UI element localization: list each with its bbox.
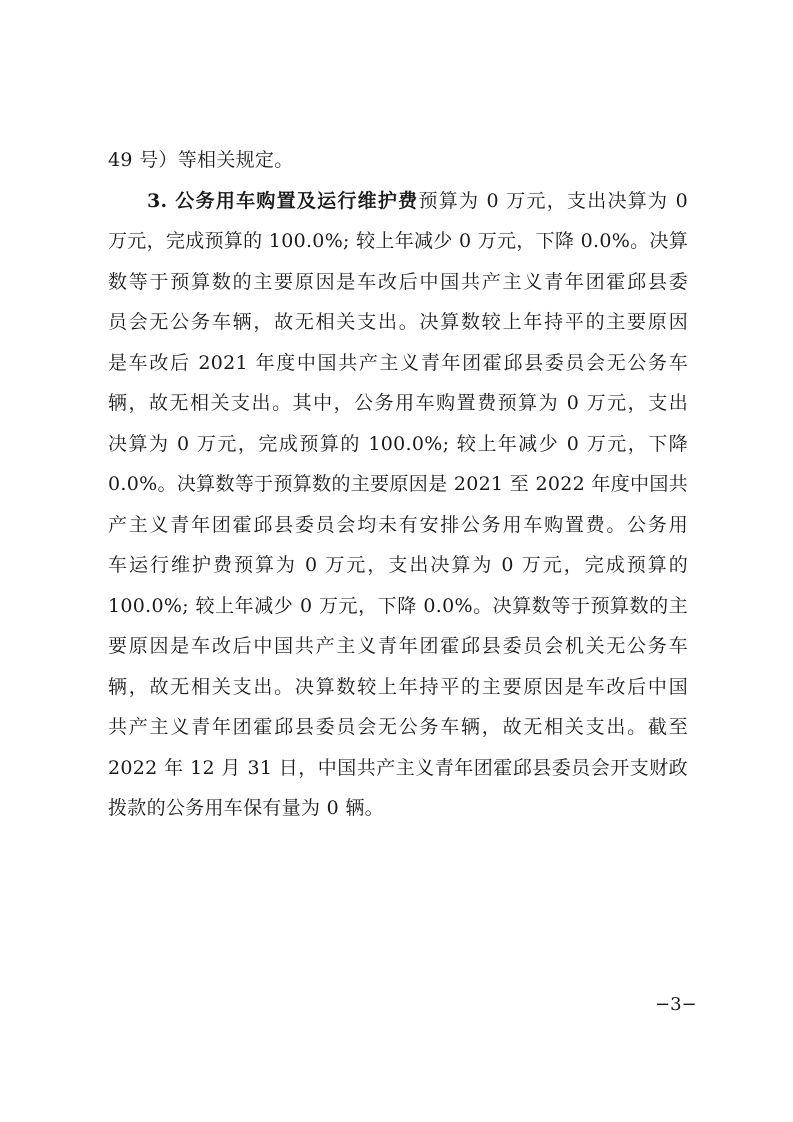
- page-number: −3−: [655, 994, 697, 1015]
- line-text: 2022 年 12 月 31 日，中国共产主义青年团霍邱县委员会开支财政: [108, 757, 688, 779]
- line-text: 100.0%; 较上年减少 0 万元，下降 0.0%。决算数等于预算数的主: [108, 595, 688, 617]
- text-line-3: [108, 229, 688, 253]
- line-text: 辆，故无相关支出。其中，公务用车购置费预算为 0 万元，支出: [108, 392, 688, 414]
- line-text: 拨款的公务用车保有量为 0 辆。: [108, 797, 384, 819]
- text-line-8: [108, 432, 688, 456]
- text-line-4: [108, 270, 688, 294]
- text-line-17: [108, 796, 688, 820]
- text-line-14: [108, 675, 688, 699]
- line-text: 0.0%。决算数等于预算数的主要原因是 2021 至 2022 年度中国共: [108, 473, 688, 495]
- text-line-13: [108, 634, 688, 658]
- text-line-10: [108, 513, 688, 537]
- text-line-5: [108, 310, 688, 334]
- line-text: 是车改后 2021 年度中国共产主义青年团霍邱县委员会无公务车: [108, 352, 688, 374]
- line-text: 数等于预算数的主要原因是车改后中国共产主义青年团霍邱县委: [108, 271, 688, 293]
- text-line-2: [147, 189, 688, 213]
- line-text: 预算为 0 万元，支出决算为 0: [418, 190, 688, 212]
- text-line-1: [108, 148, 688, 172]
- line-text: 共产主义青年团霍邱县委员会无公务车辆，故无相关支出。截至: [108, 716, 688, 738]
- section-heading: 3. 公务用车购置及运行维护费: [147, 190, 419, 212]
- line-text: 辆，故无相关支出。决算数较上年持平的主要原因是车改后中国: [108, 676, 688, 698]
- text-line-16: [108, 756, 688, 780]
- text-line-6: [108, 351, 688, 375]
- text-line-15: [108, 715, 688, 739]
- line-text: 49 号）等相关规定。: [108, 149, 294, 171]
- text-line-7: [108, 391, 688, 415]
- line-text: 决算为 0 万元，完成预算的 100.0%; 较上年减少 0 万元，下降: [108, 433, 688, 455]
- line-text: 万元，完成预算的 100.0%; 较上年减少 0 万元，下降 0.0%。决算: [108, 230, 688, 252]
- line-text: 员会无公务车辆，故无相关支出。决算数较上年持平的主要原因: [108, 311, 688, 333]
- text-line-11: [108, 553, 688, 577]
- line-text: 产主义青年团霍邱县委员会均未有安排公务用车购置费。公务用: [108, 514, 688, 536]
- text-line-9: [108, 472, 688, 496]
- line-text: 车运行维护费预算为 0 万元，支出决算为 0 万元，完成预算的: [108, 554, 688, 576]
- text-line-12: [108, 594, 688, 618]
- line-text: 要原因是车改后中国共产主义青年团霍邱县委员会机关无公务车: [108, 635, 688, 657]
